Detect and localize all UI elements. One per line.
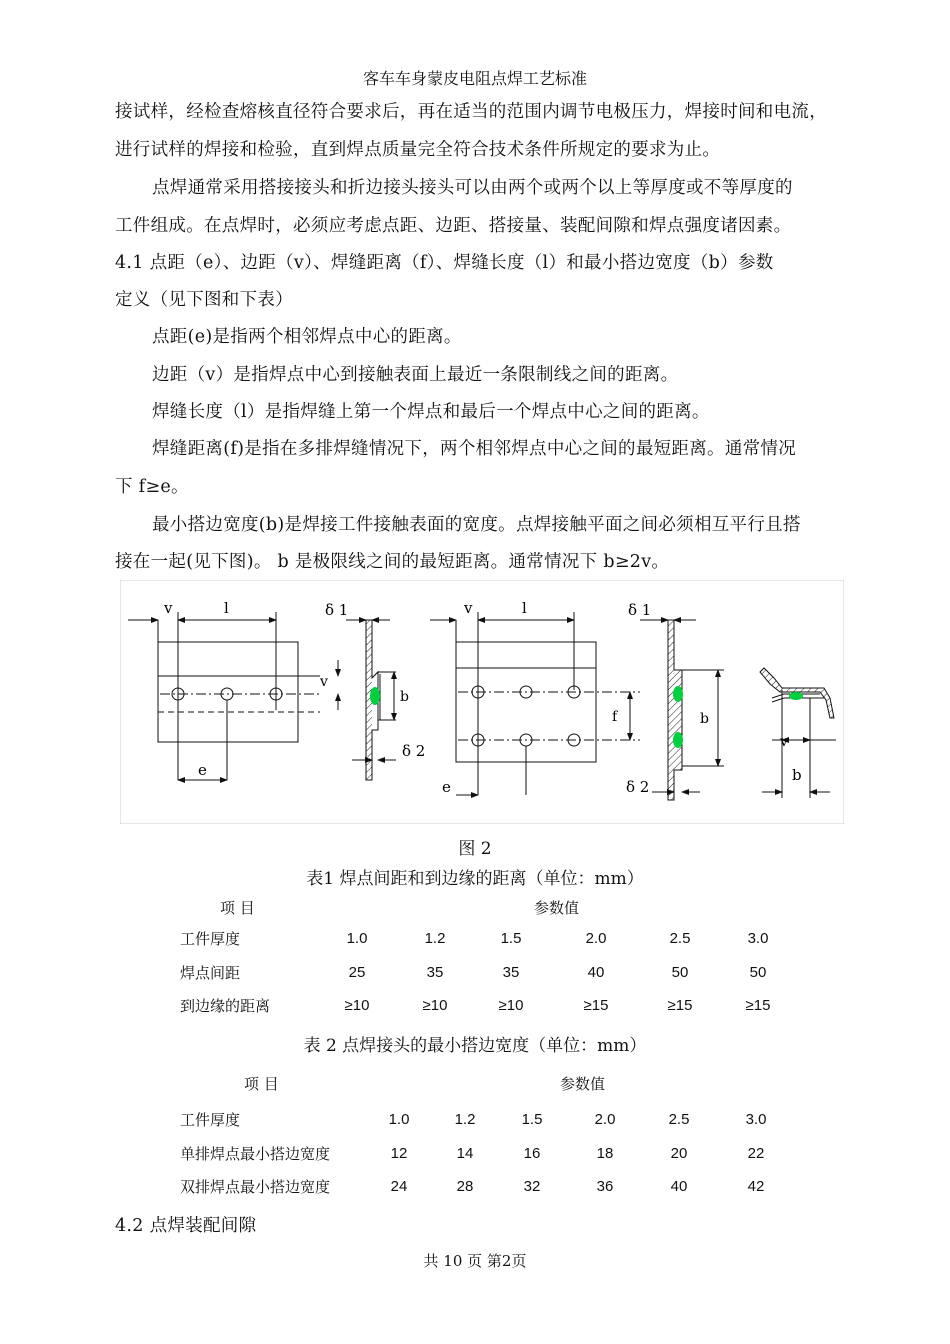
table-cell: 1.0 (388, 1111, 410, 1129)
label-b: b (700, 711, 709, 727)
table-cell: 24 (390, 1178, 408, 1196)
table-cell: 3.0 (747, 930, 769, 948)
table-cell: 32 (523, 1178, 541, 1196)
paragraph-line: 焊缝长度（l）是指焊缝上第一个焊点和最后一个焊点中心之间的距离。 (152, 402, 710, 422)
table-cell: 3.0 (745, 1111, 767, 1129)
paragraph-line: 定义（见下图和下表） (115, 290, 293, 310)
table-row (180, 989, 792, 1023)
label-v: v (164, 599, 173, 617)
row-label: 单排焊点最小搭边宽度 (180, 1144, 331, 1163)
table-cell: 2.5 (668, 1111, 690, 1129)
table1-col-item: 项 目 (220, 899, 255, 917)
table-cell: 22 (747, 1144, 765, 1162)
label-v: v (780, 734, 788, 750)
table-cell: 1.2 (424, 930, 446, 948)
row-label: 双排焊点最小搭边宽度 (180, 1178, 331, 1197)
section-heading-4-1: 4.1 点距（e）、边距（v）、焊缝距离（f）、焊缝长度（l）和最小搭边宽度（b）参数 (115, 253, 774, 273)
table2-col-item: 项 目 (244, 1075, 279, 1093)
page-footer: 共 10 页 第2页 (423, 1252, 527, 1270)
label-e: e (198, 761, 207, 779)
table-cell: 20 (670, 1144, 688, 1162)
label-delta2: δ 2 (402, 742, 426, 760)
table-row (180, 956, 792, 990)
paragraph-line: 最小搭边宽度(b)是焊接工件接触表面的宽度。点焊接触平面之间必须相互平行且搭 (152, 515, 801, 535)
paragraph-line: 工件组成。在点焊时，必须应考虑点距、边距、搭接量、装配间隙和焊点强度诸因素。 (115, 216, 792, 236)
label-delta1: δ 1 (325, 601, 349, 619)
table-cell: 2.5 (669, 930, 691, 948)
label-e: e (442, 778, 451, 796)
label-v: v (464, 599, 473, 617)
table-cell: 40 (670, 1178, 688, 1196)
label-delta1: δ 1 (628, 601, 652, 619)
paragraph-line: 进行试样的焊接和检验，直到焊点质量完全符合技术条件所规定的要求为止。 (115, 140, 721, 160)
table-row (180, 1170, 804, 1204)
table-cell: 36 (596, 1178, 614, 1196)
table-cell: 18 (596, 1144, 614, 1162)
table-row (180, 922, 792, 956)
row-label: 工件厚度 (180, 930, 241, 949)
paragraph-line: 点焊通常采用搭接接头和折边接头接头可以由两个或两个以上等厚度或不等厚度的 (152, 178, 793, 198)
page-header: 客车车身蒙皮电阻点焊工艺标准 (362, 69, 587, 88)
table2 (180, 1103, 804, 1204)
label-delta2: δ 2 (626, 778, 650, 796)
table-cell: 42 (747, 1178, 765, 1196)
table-cell: 2.0 (585, 930, 607, 948)
table-row (180, 1137, 804, 1171)
table-cell: 16 (523, 1144, 541, 1162)
table-cell: 40 (587, 963, 605, 981)
table-cell: 14 (456, 1144, 474, 1162)
paragraph-line: 焊缝距离(f)是指在多排焊缝情况下，两个相邻焊点中心之间的最短距离。通常情况 (152, 439, 797, 459)
table1-title: 表1 焊点间距和到边缘的距离（单位：mm） (306, 869, 644, 889)
paragraph-line: 接试样，经检查熔核直径符合要求后，再在适当的范围内调节电极压力，焊接时间和电流， (115, 102, 827, 122)
table2-col-params: 参数值 (560, 1075, 606, 1093)
table-cell: ≥10 (344, 997, 370, 1015)
table-cell: ≥15 (583, 997, 609, 1015)
table-cell: ≥15 (667, 997, 693, 1015)
paragraph-line: 点距(e)是指两个相邻焊点中心的距离。 (152, 327, 462, 347)
table-cell: 12 (390, 1144, 408, 1162)
table-cell: 1.5 (500, 930, 522, 948)
paragraph-line: 下 f≥e。 (115, 477, 189, 497)
label-v: v (320, 674, 328, 690)
table-cell: 50 (749, 963, 767, 981)
table-cell: ≥10 (498, 997, 524, 1015)
label-b: b (792, 766, 802, 784)
table-cell: 35 (426, 963, 444, 981)
section-heading-4-2: 4.2 点焊装配间隙 (115, 1216, 257, 1236)
table-cell: 1.5 (521, 1111, 543, 1129)
table-cell: 1.0 (346, 930, 368, 948)
table-cell: 35 (502, 963, 520, 981)
table1-col-params: 参数值 (534, 899, 580, 917)
table1 (180, 922, 792, 1023)
table-cell: ≥10 (422, 997, 448, 1015)
paragraph-line: 接在一起(见下图)。 b 是极限线之间的最短距离。通常情况下 b≥2v。 (115, 552, 670, 572)
table-cell: 1.2 (454, 1111, 476, 1129)
label-l: l (224, 599, 229, 617)
table-cell: 2.0 (594, 1111, 616, 1129)
table-cell: 25 (348, 963, 366, 981)
figure-2-diagram (120, 580, 844, 824)
table-cell: 28 (456, 1178, 474, 1196)
label-l: l (522, 599, 527, 617)
paragraph-line: 边距（v）是指焊点中心到接触表面上最近一条限制线之间的距离。 (152, 365, 679, 385)
row-label: 工件厚度 (180, 1111, 241, 1130)
table-row (180, 1103, 804, 1137)
label-b: b (400, 689, 409, 705)
row-label: 焊点间距 (180, 963, 241, 982)
table2-title: 表 2 点焊接头的最小搭边宽度（单位：mm） (303, 1036, 647, 1056)
label-f: f (612, 709, 618, 725)
table-cell: ≥15 (745, 997, 771, 1015)
figure-caption: 图 2 (458, 839, 492, 859)
row-label: 到边缘的距离 (180, 997, 271, 1016)
table-cell: 50 (671, 963, 689, 981)
